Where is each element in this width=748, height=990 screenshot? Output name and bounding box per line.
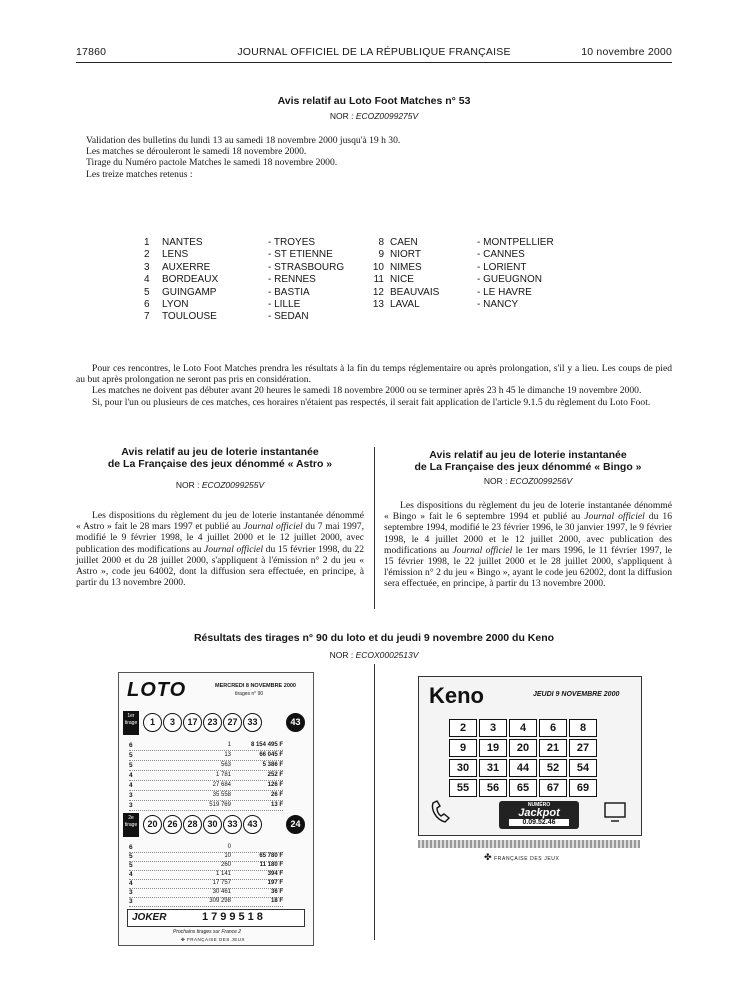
keno-number: 3 — [479, 719, 507, 737]
draw2-ball: 20 — [143, 815, 162, 834]
joker-box — [127, 909, 305, 927]
keno-number: 69 — [569, 779, 597, 797]
draw2-ball: 30 — [203, 815, 222, 834]
phone-icon — [429, 799, 453, 825]
keno-number: 67 — [539, 779, 567, 797]
draw1-row: 3 519 769 13 F — [129, 802, 283, 809]
keno-number: 8 — [569, 719, 597, 737]
draw1-balls — [143, 713, 313, 733]
astro-body: Les dispositions du règlement du jeu de loterie instantanée dénommé « Astro » fait le 28 mars 1997 et publié au Journal officiel du 7 mai 1997, modifié le 9 février 1998, le 4 juillet 2000 et le 12 juillet 2000, avec publication des modifications au Journal officiel du 15 février 1998, du 22 juillet 2000 et du 28 juillet 2000, s'appliquent à l'émission n° 2 du jeu « Astro », code jeu 64002, dont la diffusion sera effectuée, en principe, à partir du 13 novembre 2000. — [76, 510, 365, 589]
draw2-ball: 28 — [183, 815, 202, 834]
loto-foot-rules: Pour ces rencontres, le Loto Foot Matches prendra les résultats à la fin du temps réglementaire ou après prolongation, s'il y a lieu. Les coups de pied au but après prolongation ne seront pas pris en considération. Les matches ne doivent pas débuter avant 20 heures le samedi 18 novembre 2000 ou se terminer après 23 h 45 le dimanche 19 novembre 2000. Si, pour l'un ou plusieurs de ces matches, ces horaires n'étaient pas respectés, il serait fait application de l'article 9.1.5 du règlement du Loto Foot. — [76, 363, 672, 408]
page-number: 17860 — [76, 46, 107, 58]
draw2-row: 5 260 11 180 F — [129, 862, 283, 869]
draw1-ball: 17 — [183, 713, 202, 732]
keno-number: 52 — [539, 759, 567, 777]
keno-number: 2 — [449, 719, 477, 737]
bingo-title: Avis relatif au jeu de loterie instantanée de La Française des jeux dénommé « Bingo » — [414, 449, 642, 473]
draw2-label: 2e tirage — [123, 813, 139, 837]
keno-number: 20 — [509, 739, 537, 757]
draw2-row: 5 10 65 780 F — [129, 853, 283, 860]
joker-digits: 1799518 — [202, 911, 266, 923]
draw2-row: 3 30 461 36 F — [129, 889, 283, 896]
away-teams-col1: - TROYES - ST ETIENNE - STRASBOURG - RENNES - BASTIA - LILLE - SEDAN — [268, 237, 345, 323]
draw1-ball: 23 — [203, 713, 222, 732]
keno-ticket — [418, 676, 642, 836]
loto-tirage: tirages n° 90 — [235, 691, 264, 697]
loto-ticket — [118, 672, 314, 946]
draw1-ball: 1 — [143, 713, 162, 732]
bingo-nor: NOR : ECOZ0099256V — [483, 476, 573, 486]
draw2-bonus-ball: 24 — [286, 815, 305, 834]
draw1-row: 6 1 8 154 495 F — [129, 742, 283, 749]
draw1-row: 3 35 558 26 F — [129, 792, 283, 799]
astro-title: Avis relatif au jeu de loterie instantanée de La Française des jeux dénommé « Astro » — [107, 446, 333, 470]
loto-date: MERCREDI 8 NOVEMBRE 2000 — [215, 683, 296, 689]
draw2-row: 3 309 298 18 F — [129, 898, 283, 905]
astro-nor: NOR : ECOZ0099255V — [175, 480, 265, 490]
column-divider — [374, 447, 375, 609]
draw2-ball: 26 — [163, 815, 182, 834]
keno-grid — [449, 719, 609, 809]
keno-numero-label: NUMÉRO — [527, 802, 551, 808]
loto-foot-nor: NOR : ECOZ0099275V — [329, 111, 419, 121]
keno-number: 30 — [449, 759, 477, 777]
keno-number: 54 — [569, 759, 597, 777]
match-numbers-col2: 8 9 10 11 12 13 — [372, 237, 384, 311]
keno-number: 21 — [539, 739, 567, 757]
keno-number: 44 — [509, 759, 537, 777]
draw1-row: 4 1 781 252 F — [129, 772, 283, 779]
joker-label: JOKER — [132, 912, 167, 923]
draw1-bonus-ball: 43 — [286, 713, 305, 732]
clover-icon: ✤ — [484, 852, 493, 862]
draw2-row: 6 0 — [129, 843, 283, 853]
issue-date: 10 novembre 2000 — [581, 46, 672, 58]
loto-foot-intro: Validation des bulletins du lundi 13 au samedi 18 novembre 2000 jusqu'à 19 h 30. Les matches se dérouleront le samedi 18 novembre 2000. Tirage du Numéro pactole Matches le samedi 18 novembre 2000. Les treize matches retenus : — [86, 135, 401, 180]
keno-jackpot-number: 0.09.52.46 — [509, 819, 569, 826]
draw1-ball: 27 — [223, 713, 242, 732]
bingo-body: Les dispositions du règlement du jeu de loterie instantanée dénommé « Bingo » fait le 6 septembre 1994 et publié au Journal officiel du 16 septembre 1994, modifié le 23 février 1996, le 30 janvier 1997, le 9 février 1998, le 4 juillet 2000 et le 12 juillet 2000, avec publication des modifications au Journal officiel le 1er mars 1996, le 11 février 1997, le 15 février 1998, le 22 juillet 2000 et le 28 juillet 2000, s'appliquent à l'émission n° 2 du jeu « Bingo », ayant le code jeu 62002, dont la diffusion sera effectuée, en principe, à partir du 13 novembre 2000. — [384, 500, 673, 590]
journal-title: JOURNAL OFFICIEL DE LA RÉPUBLIQUE FRANÇAISE — [237, 46, 511, 58]
keno-number: 9 — [449, 739, 477, 757]
draw1-ball: 33 — [243, 713, 262, 732]
keno-date: JEUDI 9 NOVEMBRE 2000 — [533, 691, 620, 698]
draw1-row: 4 27 684 126 F — [129, 782, 283, 789]
draw1-row: 5 563 5 386 F — [129, 762, 283, 769]
results-nor: NOR : ECOX0002513V — [329, 650, 419, 660]
loto-foot-title: Avis relatif au Loto Foot Matches n° 53 — [277, 95, 471, 107]
keno-jackpot-box — [499, 801, 579, 829]
keno-number: 56 — [479, 779, 507, 797]
keno-jackpot-label: Jackpot — [518, 807, 560, 819]
keno-number: 55 — [449, 779, 477, 797]
away-teams-col2: - MONTPELLIER - CANNES - LORIENT - GUEUGNON - LE HAVRE - NANCY — [477, 237, 554, 311]
draw1-row: 5 13 66 045 F — [129, 752, 283, 759]
header-rule — [76, 62, 672, 63]
keno-number: 27 — [569, 739, 597, 757]
draw2-ball: 33 — [223, 815, 242, 834]
clover-icon: ✤ — [181, 937, 186, 942]
home-teams-col1: NANTES LENS AUXERRE BORDEAUX GUINGAMP LYON TOULOUSE — [162, 237, 219, 323]
results-divider — [374, 664, 375, 940]
keno-brand: ✤ FRANÇAISE DES JEUX — [484, 852, 560, 862]
results-title: Résultats des tirages n° 90 du loto et du jeudi 9 novembre 2000 du Keno — [193, 632, 555, 644]
match-numbers-col1: 1 2 3 4 5 6 7 — [144, 237, 150, 323]
draw1-label: 1er tirage — [123, 711, 139, 735]
keno-number: 6 — [539, 719, 567, 737]
draw1-ball: 3 — [163, 713, 182, 732]
draw2-row: 4 1 141 394 F — [129, 871, 283, 878]
loto-footer: Prochains tirages sur France 2 — [173, 929, 242, 935]
home-teams-col2: CAEN NIORT NIMES NICE BEAUVAIS LAVAL — [390, 237, 440, 311]
keno-number: 4 — [509, 719, 537, 737]
keno-stripe — [418, 840, 640, 848]
keno-number: 65 — [509, 779, 537, 797]
draw2-row: 4 17 757 197 F — [129, 880, 283, 887]
tv-icon — [603, 801, 627, 823]
keno-logo: Keno — [429, 683, 484, 708]
loto-logo: LOTO — [127, 679, 187, 701]
keno-number: 19 — [479, 739, 507, 757]
draw2-ball: 43 — [243, 815, 262, 834]
keno-number: 31 — [479, 759, 507, 777]
draw2-balls — [143, 815, 313, 835]
loto-brand: ✤ FRANÇAISE DES JEUX — [181, 937, 246, 942]
